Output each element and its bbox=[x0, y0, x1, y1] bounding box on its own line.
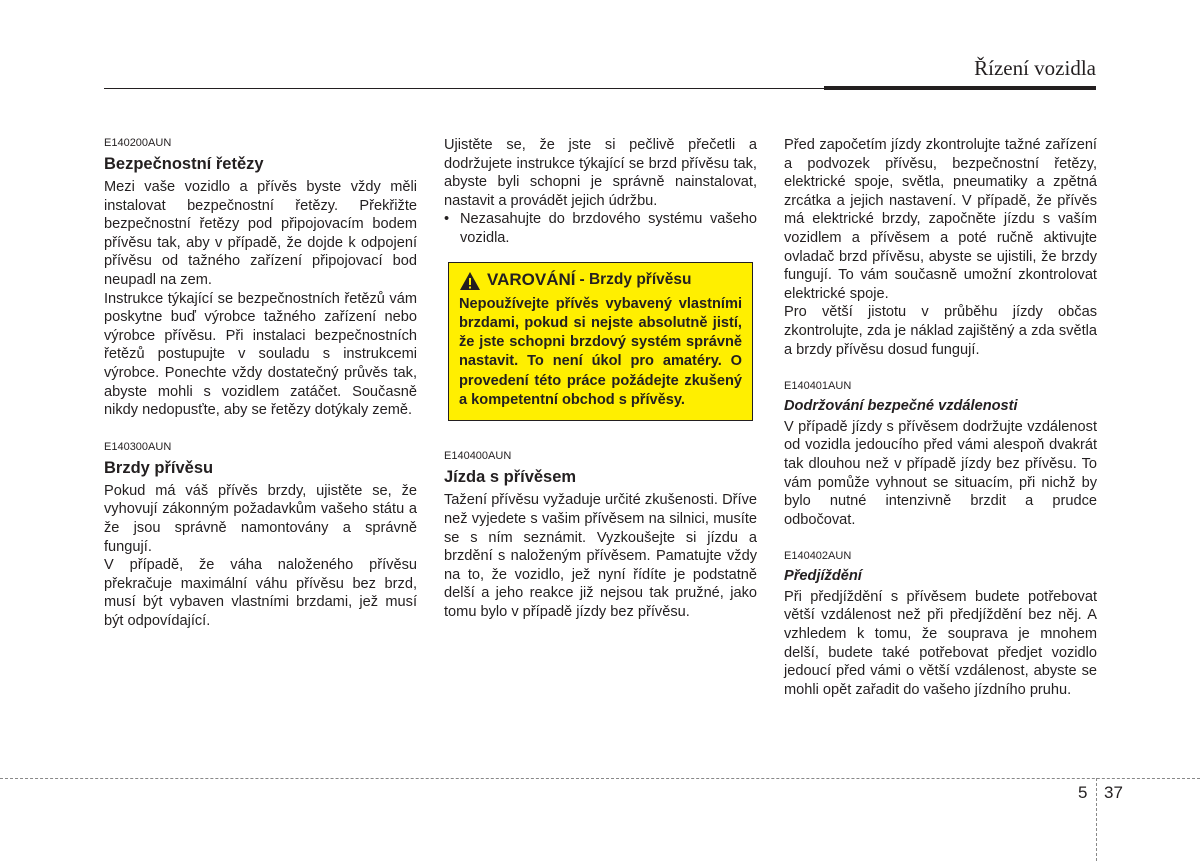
paragraph: Ujistěte se, že jste si pečlivě přečetli a dodržujete instrukce týkající se brzd přívěsu tak, abyste byli schopni je správně nainstalovat, nastavit a provádět jejich údržbu. bbox=[444, 137, 757, 209]
section-heading-overtaking: Předjíždění bbox=[784, 568, 862, 585]
chapter-number: 5 bbox=[1078, 783, 1088, 802]
paragraph: Před započetím jízdy zkontrolujte tažné zařízení a podvozek přívěsu, bezpečnostní řetězy, elektrické spoje, světla, pneumatiky a zpětná zrcátka a jejich nastavení. V případě, že přívěs má elektrické brzdy, započněte jízdu s vaším vozidlem a přívěsem a poté ručně aktivujte ovladač brzd přívěsu, abyste se ujistili, že brzdy fungují. To vám současně umožní zkontrolovat elektrické spoje. bbox=[784, 137, 1097, 302]
paragraph: Pro větší jistotu v průběhu jízdy občas zkontrolujte, zda je náklad zajištěný a zda světla a brzdy přívěsu dosud fungují. bbox=[784, 304, 1097, 358]
paragraph: V případě jízdy s přívěsem dodržujte vzdálenost od vozidla jedoucího před vámi alespoň dvakrát tak dlouhou než v případě jízdy bez přívěsu. To vám pomůže vyhnout se situacím, při nichž by bylo nutné intenzivně brzdit a prudce odbočovat. bbox=[784, 418, 1097, 528]
paragraph: Pokud má váš přívěs brzdy, ujistěte se, že vyhovují zákonným požadavkům vašeho státu a že jsou správně namontovány a správně fungují. bbox=[104, 482, 417, 555]
warning-subtitle: - Brzdy přívěsu bbox=[579, 271, 692, 289]
section-code: E140402AUN bbox=[784, 550, 852, 563]
paragraph: Při předjíždění s přívěsem budete potřebovat větší vzdálenost než při předjíždění bez něj. A vzhledem k tomu, že souprava je mnohem delší, budete také potřebovat předjet vozidlo jedoucí před vámi o větší vzdálenost, abyste se mohli opět zařadit do vašeho jízdního pruhu. bbox=[784, 588, 1097, 698]
section-heading-safe-distance: Dodržování bezpečné vzdálenosti bbox=[784, 398, 1018, 415]
header-rule-accent bbox=[824, 86, 1096, 90]
paragraph: Instrukce týkající se bezpečnostních řetězů vám poskytne buď výrobce tažného zařízení nebo výrobce přívěsu. Při instalaci bezpečnostních řetězů postupujte v souladu s instrukcemi výrobce. Ponechte vždy dostatečný průvěs tak, abyste mohli s vozidlem zatáčet. Současně nikdy nedopusťte, aby se řetězy dotýkaly země. bbox=[104, 290, 417, 419]
spacer bbox=[104, 420, 417, 440]
section-code: E140400AUN bbox=[444, 450, 512, 463]
spacer bbox=[784, 529, 1097, 549]
section-code: E140200AUN bbox=[104, 137, 172, 149]
section-heading-driving-with-trailer: Jízda s přívěsem bbox=[444, 468, 577, 487]
paragraph: Mezi vaše vozidlo a přívěs byste vždy měli instalovat bezpečnostní řetězy. Překřižte bezpečnostní řetězy pod připojovacím bodem přívěsu tak, aby v případě, že dojde k odpojení přívěsu od tažného zařízení připojovací bod neupadl na zem. bbox=[104, 179, 417, 288]
warning-title: VAROVÁNÍ bbox=[487, 270, 576, 290]
footer-vertical-divider bbox=[1096, 778, 1097, 861]
warning-triangle-icon bbox=[459, 271, 481, 291]
section-code: E140401AUN bbox=[784, 380, 852, 393]
column-3 bbox=[784, 136, 1097, 699]
column-1 bbox=[104, 136, 417, 630]
section-code: E140300AUN bbox=[104, 440, 172, 453]
section-heading-safety-chains: Bezpečnostní řetězy bbox=[104, 155, 264, 173]
paragraph: V případě, že váha naloženého přívěsu překračuje maximální váhu přívěsu bez brzd, musí být vybaven vlastními brzdami, jež musí být odpovídající. bbox=[104, 557, 417, 629]
bullet-text: Nezasahujte do brzdového systému vašeho vozidla. bbox=[460, 211, 757, 246]
footer-divider bbox=[0, 778, 1200, 779]
page-header-title: Řízení vozidla bbox=[974, 56, 1096, 80]
column-2 bbox=[444, 136, 757, 622]
spacer bbox=[784, 359, 1097, 379]
bullet-item bbox=[444, 210, 757, 247]
page-number: 37 bbox=[1104, 783, 1123, 802]
warning-text: Nepoužívejte přívěs vybavený vlastními brzdami, pokud si nejste absolutně jistí, že jste schopni brzdový systém správně nastavit. To není úkol pro amatéry. O provedení této práce požádejte zkušený a kompetentní obchod s přívěsy. bbox=[459, 295, 742, 409]
spacer bbox=[444, 421, 757, 449]
warning-header bbox=[459, 271, 742, 291]
paragraph: Tažení přívěsu vyžaduje určité zkušenosti. Dříve než vyjedete s vašim přívěsem na silnici, musíte se s ním seznámit. Vyzkoušejte si jízdu a brzdění s naloženým přívěsem. Pamatujte vždy na to, že vozidlo, jež nyní řídíte je podstatně delší a jeho reakce již nejsou tak pružné, jako tomu bylo v případě jízdy bez přívěsu. bbox=[444, 492, 757, 620]
section-heading-trailer-brakes: Brzdy přívěsu bbox=[104, 458, 214, 477]
bullet-marker: • bbox=[444, 211, 450, 228]
header-rule bbox=[104, 88, 824, 89]
warning-box bbox=[448, 262, 753, 422]
